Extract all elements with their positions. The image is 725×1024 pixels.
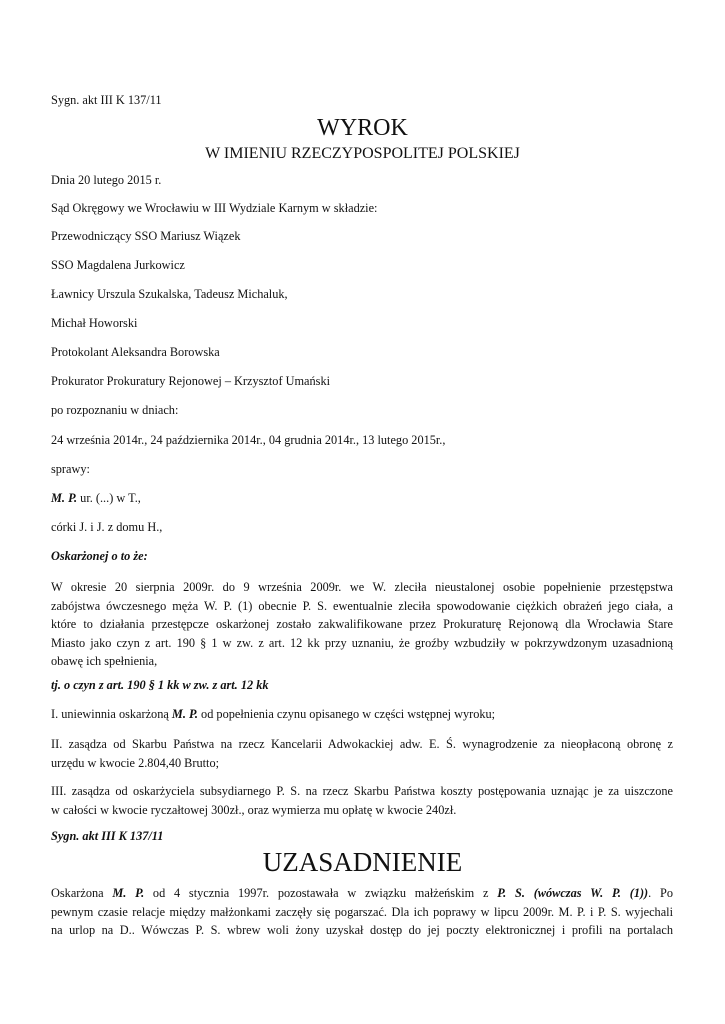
lay-judges: Ławnicy Urszula Szukalska, Tadeusz Michaluk,	[51, 287, 288, 301]
justification-line: pewnym czasie relacje między małżonkami zaczęły się pogarszać. Dla ich poprawy w lipcu 2009r. M. P. i P. S. wyjechali	[51, 904, 673, 919]
verdict-item-1-text: od popełnienia czynu opisanego w części wstępnej wyroku;	[197, 707, 496, 721]
accusation-heading: Oskarżonej o to że:	[51, 549, 148, 563]
verdict-date: Dnia 20 lutego 2015 r.	[51, 173, 162, 187]
spouse-name: P. S. (wówczas W. P. (1))	[497, 886, 649, 900]
justification-text: od 4 stycznia 1997r. pozostawała w związku małżeńskim z	[144, 886, 498, 900]
verdict-item-2-line: II. zasądza od Skarbu Państwa na rzecz Kancelarii Adwokackiej adw. E. Ś. wynagrodzenie za nieopłaconą obronę z	[51, 737, 673, 751]
case-label: sprawy:	[51, 462, 90, 476]
court-clerk: Protokolant Aleksandra Borowska	[51, 345, 220, 359]
court-composition: Sąd Okręgowy we Wrocławiu w III Wydziale Karnym w składzie:	[51, 201, 378, 215]
defendant-name: M. P.	[112, 886, 145, 900]
charge-line: które to działania przestępcze oskarżonej zostało zakwalifikowane przez Prokuraturę Rejonową dla Wrocławia Stare	[51, 617, 673, 631]
justification-line	[51, 884, 673, 903]
verdict-item-1	[51, 707, 495, 722]
justification-paragraph	[51, 884, 673, 940]
verdict-item-2-line: urzędu w kwocie 2.804,40 Brutto;	[51, 755, 220, 770]
presiding-judge: Przewodniczący SSO Mariusz Wiązek	[51, 229, 241, 243]
document-subtitle: W IMIENIU RZECZYPOSPOLITEJ POLSKIEJ	[205, 145, 520, 162]
charge-line: zabójstwa ówczesnego męża W. P. (1) obecnie P. S. ewentualnie zleciła spowodowanie ciężkich obrażeń jego ciała, a	[51, 598, 673, 613]
justification-line: na urlop na D.. Wówczas P. S. wbrew woli żony uzyskał dostęp do jej poczty elektronicznej i profili na portalach	[51, 923, 673, 937]
judge: SSO Magdalena Jurkowicz	[51, 258, 185, 272]
defendant-birth: ur. (...) w T.,	[77, 491, 141, 505]
verdict-item-3-line: w całości w kwocie ryczałtowej 300zł., oraz wymierza mu opłatę w kwocie 240zł.	[51, 802, 457, 817]
defendant-line	[51, 491, 141, 506]
charge-paragraph	[51, 578, 673, 671]
verdict-item-1-text: I. uniewinnia oskarżoną	[51, 707, 172, 721]
prosecutor: Prokurator Prokuratury Rejonowej – Krzysztof Umański	[51, 374, 331, 388]
justification-text: . Po	[648, 886, 674, 900]
document-title: WYROK	[317, 115, 408, 141]
verdict-item-3-line: III. zasądza od oskarżyciela subsydiarnego P. S. na rzecz Skarbu Państwa koszty postępowania uznając je za uiszczone	[51, 784, 673, 798]
hearing-intro: po rozpoznaniu w dniach:	[51, 403, 179, 417]
defendant-name: M. P.	[171, 707, 198, 721]
case-signature: Sygn. akt III K 137/11	[51, 93, 162, 107]
defendant-parents: córki J. i J. z domu H.,	[51, 520, 163, 534]
justification-text: Oskarżona	[51, 886, 113, 900]
defendant-name: M. P.	[51, 491, 78, 505]
hearing-dates: 24 września 2014r., 24 października 2014r., 04 grudnia 2014r., 13 lutego 2015r.,	[51, 433, 446, 447]
charge-line: W okresie 20 sierpnia 2009r. do 9 września 2009r. we W. zleciła nieustalonej osobie popełnienie przestępstwa	[51, 580, 673, 594]
verdict-item-3	[51, 782, 673, 819]
justification-title: UZASADNIENIE	[262, 847, 463, 877]
lay-judge: Michał Howorski	[51, 316, 138, 330]
verdict-item-2	[51, 735, 673, 772]
charge-line: obawę ich spełnienia,	[51, 654, 158, 668]
charge-line: Miasto jako czyn z art. 190 § 1 w zw. z art. 12 kk przy uznaniu, że groźby wzbudziły w pokrzywdzonym uzasadnioną	[51, 635, 673, 650]
justification-signature: Sygn. akt III K 137/11	[51, 829, 164, 843]
legal-qualification: tj. o czyn z art. 190 § 1 kk w zw. z art. 12 kk	[51, 678, 269, 692]
